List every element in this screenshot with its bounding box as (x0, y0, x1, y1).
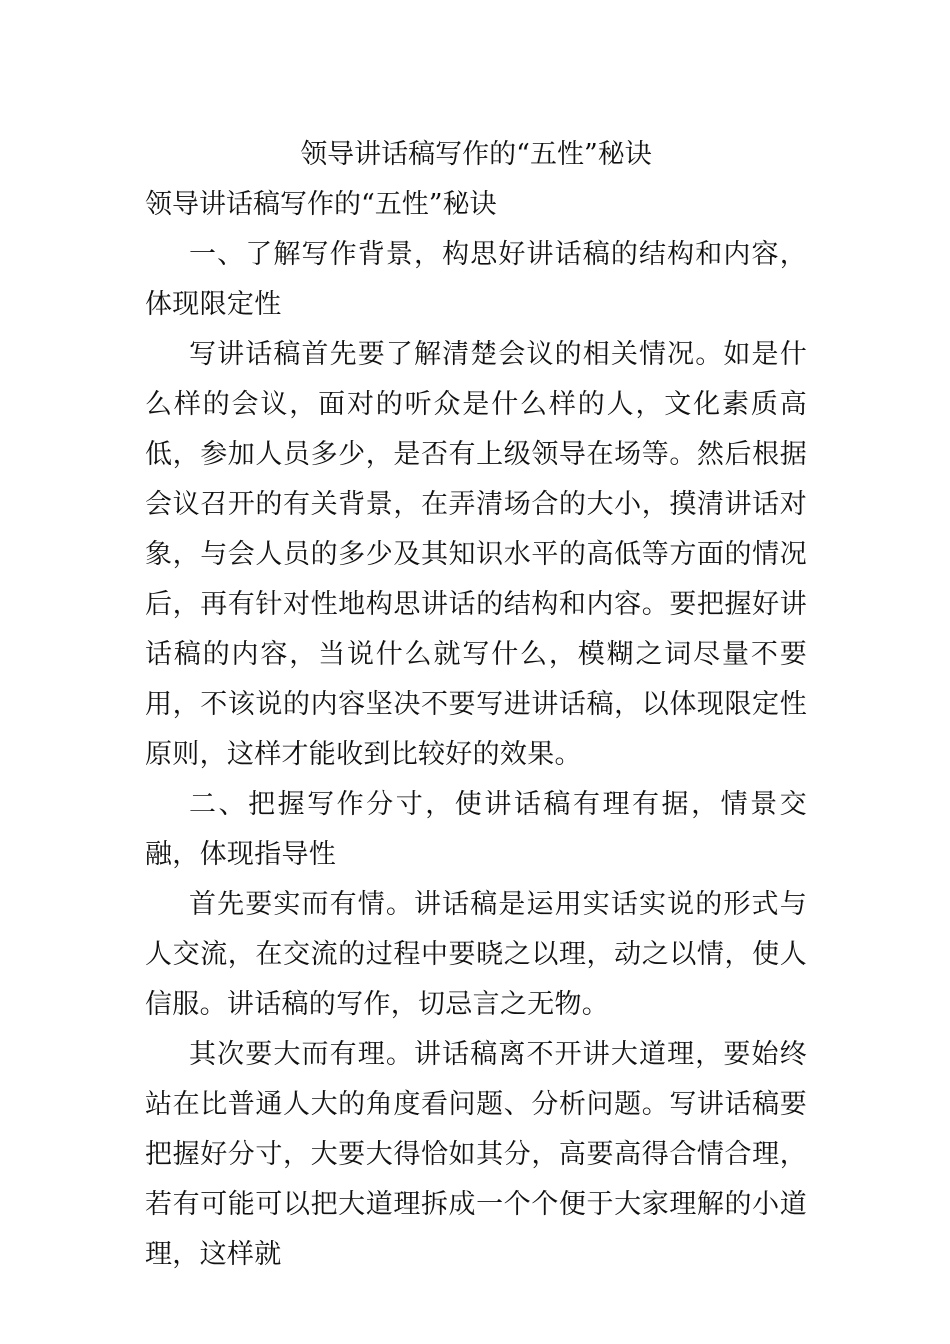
document-page (145, 130, 807, 1280)
document-subtitle: 领导讲话稿写作的“五性”秘诀 (145, 189, 497, 220)
document-title: 领导讲话稿写作的“五性”秘诀 (300, 139, 652, 170)
paragraph-section-2-heading: 二、把握写作分寸，使讲话稿有理有据，情景交融，体现指导性 (145, 789, 807, 870)
paragraph-section-1-body: 写讲话稿首先要了解清楚会议的相关情况。如是什么样的会议，面对的听众是什么样的人，文化素质高低，参加人员多少，是否有上级领导在场等。然后根据会议召开的有关背景，在弄清场合的大小，摸清讲话对象，与会人员的多少及其知识水平的高低等方面的情况后，再有针对性地构思讲话的结构和内容。要把握好讲话稿的内容，当说什么就写什么，模糊之词尽量不要用，不该说的内容坚决不要写进讲话稿，以体现限定性原则，这样才能收到比较好的效果。 (145, 339, 807, 770)
paragraph-section-1-heading: 一、了解写作背景，构思好讲话稿的结构和内容，体现限定性 (145, 239, 807, 320)
paragraph-section-2-point-2: 其次要大而有理。讲话稿离不开讲大道理，要始终站在比普通人大的角度看问题、分析问题。写讲话稿要把握好分寸，大要大得恰如其分，高要高得合情合理，若有可能可以把大道理拆成一个个便于大家理解的小道理，这样就 (145, 1039, 807, 1270)
paragraph-section-2-point-1: 首先要实而有情。讲话稿是运用实话实说的形式与人交流，在交流的过程中要晓之以理，动之以情，使人信服。讲话稿的写作，切忌言之无物。 (145, 889, 807, 1020)
